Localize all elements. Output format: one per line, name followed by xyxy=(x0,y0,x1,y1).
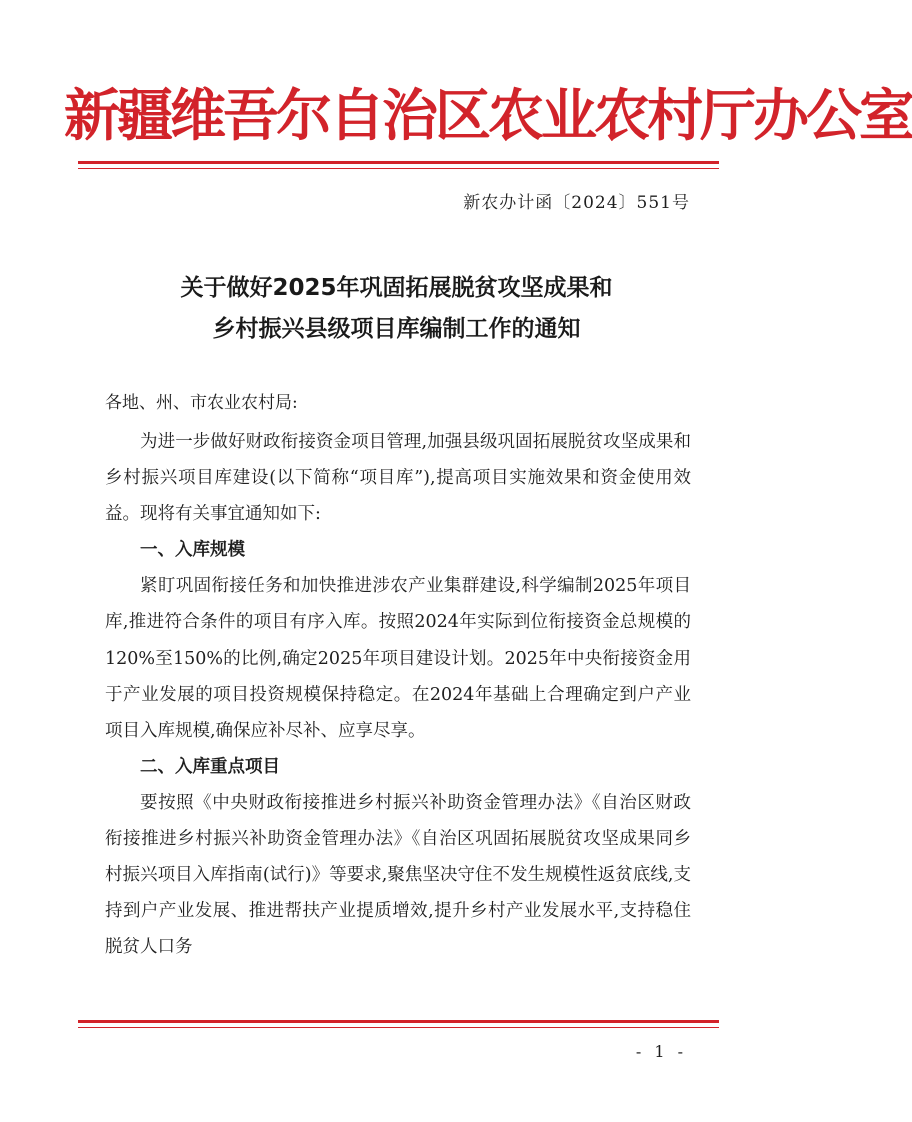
document-number: 新农办计函〔2024〕551号 xyxy=(463,193,690,213)
issuer-masthead: 新疆维吾尔自治区农业农村厅办公室 xyxy=(64,83,912,149)
footer-rule-bottom xyxy=(78,1027,719,1028)
masthead-rule-top xyxy=(78,161,719,164)
masthead-rule-bottom xyxy=(78,168,719,169)
document-body xyxy=(105,424,691,965)
salutation: 各地、州、市农业农村局: xyxy=(105,393,298,413)
page-number: - 1 - xyxy=(635,1042,687,1061)
footer-rule-top xyxy=(78,1020,719,1023)
notice-title-line-1: 关于做好2025年巩固拓展脱贫攻坚成果和 xyxy=(180,275,613,301)
section-1-heading: 一、入库规模 xyxy=(140,540,245,561)
section-2-paragraph: 要按照《中央财政衔接推进乡村振兴补助资金管理办法》《自治区财政衔接推进乡村振兴补助资金管理办法》《自治区巩固拓展脱贫攻坚成果同乡村振兴项目入库指南(试行)》等要求,聚焦坚决守住不发生规模性返贫底线,支持到户产业发展、推进帮扶产业提质增效,提升乡村产业发展水平,支持稳住脱贫人口务 xyxy=(105,792,691,958)
notice-title-line-2: 乡村振兴县级项目库编制工作的通知 xyxy=(212,316,581,342)
intro-paragraph: 为进一步做好财政衔接资金项目管理,加强县级巩固拓展脱贫攻坚成果和乡村振兴项目库建设(以下简称“项目库”),提高项目实施效果和资金使用效益。现将有关事宜通知如下: xyxy=(105,432,691,525)
section-2-heading: 二、入库重点项目 xyxy=(140,756,280,777)
section-1-paragraph: 紧盯巩固衔接任务和加快推进涉农产业集群建设,科学编制2025年项目库,推进符合条件的项目有序入库。按照2024年实际到位衔接资金总规模的120%至150%的比例,确定2025年项目建设计划。2025年中央衔接资金用于产业发展的项目投资规模保持稳定。在2024年基础上合理确定到户产业项目入库规模,确保应补尽补、应享尽享。 xyxy=(105,576,691,741)
